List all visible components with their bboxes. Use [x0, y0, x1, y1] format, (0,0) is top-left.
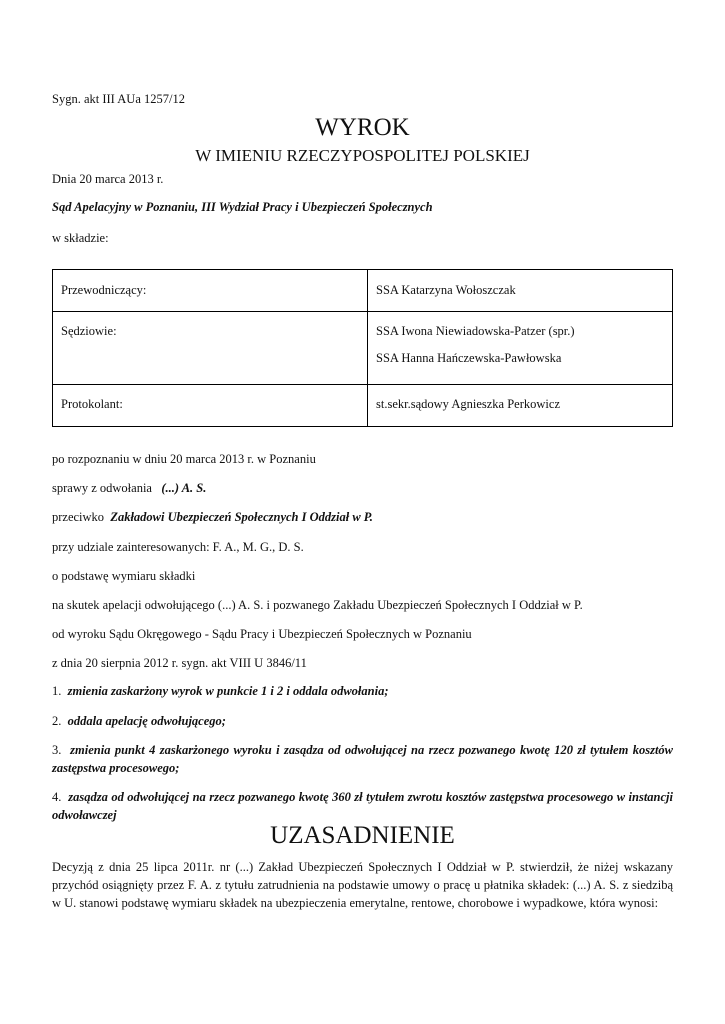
ruling-item [52, 788, 673, 824]
ruling-item [52, 712, 673, 730]
hearing-line: po rozpoznaniu w dniu 20 marca 2013 r. w Poznaniu [52, 452, 316, 466]
ruling-number: 1. [52, 684, 62, 698]
table-row [53, 385, 673, 427]
participants-line: przy udziale zainteresowanych: F. A., M. G., D. S. [52, 540, 304, 554]
presiding-label: Przewodniczący: [53, 270, 368, 312]
judge-2: SSA Hanna Hańczewska-Pawłowska [376, 351, 562, 365]
presiding-value: SSA Katarzyna Wołoszczak [368, 270, 673, 312]
ruling-text: zmienia zaskarżony wyrok w punkcie 1 i 2 i oddala odwołania; [67, 684, 389, 698]
appeal-prefix: sprawy z odwołania [52, 481, 152, 495]
justification-title: UZASADNIENIE [270, 822, 455, 849]
clerk-value: st.sekr.sądowy Agnieszka Perkowicz [368, 385, 673, 427]
against-line [52, 510, 373, 525]
ruling-text: zmienia punkt 4 zaskarżonego wyroku i zasądza od odwołującej na rzecz pozwanego kwotę 120 zł tytułem kosztów zastępstwa procesowego; [52, 743, 674, 775]
case-signature: Sygn. akt III AUa 1257/12 [52, 92, 185, 106]
against-prefix: przeciwko [52, 510, 105, 524]
respondent: Zakładowi Ubezpieczeń Społecznych I Oddział w P. [110, 510, 373, 524]
judge-1: SSA Iwona Niewiadowska-Patzer (spr.) [376, 324, 575, 338]
document-subtitle: W IMIENIU RZECZYPOSPOLITEJ POLSKIEJ [195, 146, 530, 165]
lower-court-date-line: z dnia 20 sierpnia 2012 r. sygn. akt VIII U 3846/11 [52, 656, 307, 670]
lower-court-line: od wyroku Sądu Okręgowego - Sądu Pracy i Ubezpieczeń Społecznych w Poznaniu [52, 627, 472, 641]
appellant: (...) A. S. [161, 481, 207, 495]
table-row [53, 270, 673, 312]
ruling-number: 3. [52, 743, 62, 757]
judges-cell [368, 312, 673, 385]
ruling-text: oddala apelację odwołującego; [67, 714, 226, 728]
document-title: WYROK [315, 114, 410, 141]
appeal-line [52, 481, 206, 496]
subject-line: o podstawę wymiaru składki [52, 569, 196, 583]
court-name: Sąd Apelacyjny w Poznaniu, III Wydział Pracy i Ubezpieczeń Społecznych [52, 200, 433, 214]
ruling-number: 4. [52, 790, 62, 804]
court-panel-table [52, 269, 673, 427]
composition-label: w składzie: [52, 231, 109, 245]
ruling-number: 2. [52, 714, 62, 728]
judges-label: Sędziowie: [53, 312, 368, 385]
clerk-label: Protokolant: [53, 385, 368, 427]
appeal-basis-line: na skutek apelacji odwołującego (...) A. S. i pozwanego Zakładu Ubezpieczeń Społecznych I Oddział w P. [52, 598, 583, 612]
judgment-date: Dnia 20 marca 2013 r. [52, 172, 164, 186]
ruling-item [52, 741, 673, 777]
table-row [53, 312, 673, 385]
ruling-text: zasądza od odwołującej na rzecz pozwanego kwotę 360 zł tytułem zwrotu kosztów zastępstwa procesowego w instancji odwoławczej [52, 790, 674, 822]
ruling-item [52, 682, 673, 700]
justification-paragraph: Decyzją z dnia 25 lipca 2011r. nr (...) Zakład Ubezpieczeń Społecznych I Oddział w P. stwierdził, że niżej wskazany przychód osiągnięty przez F. A. z tytułu zatrudnienia na podstawie umowy o pracę u płatnika składek: (...) A. S. z siedzibą w U. stanowi podstawę wymiaru składek na ubezpieczenia emerytalne, rentowe, chorobowe i wypadkowe, która wynosi: [52, 860, 673, 910]
